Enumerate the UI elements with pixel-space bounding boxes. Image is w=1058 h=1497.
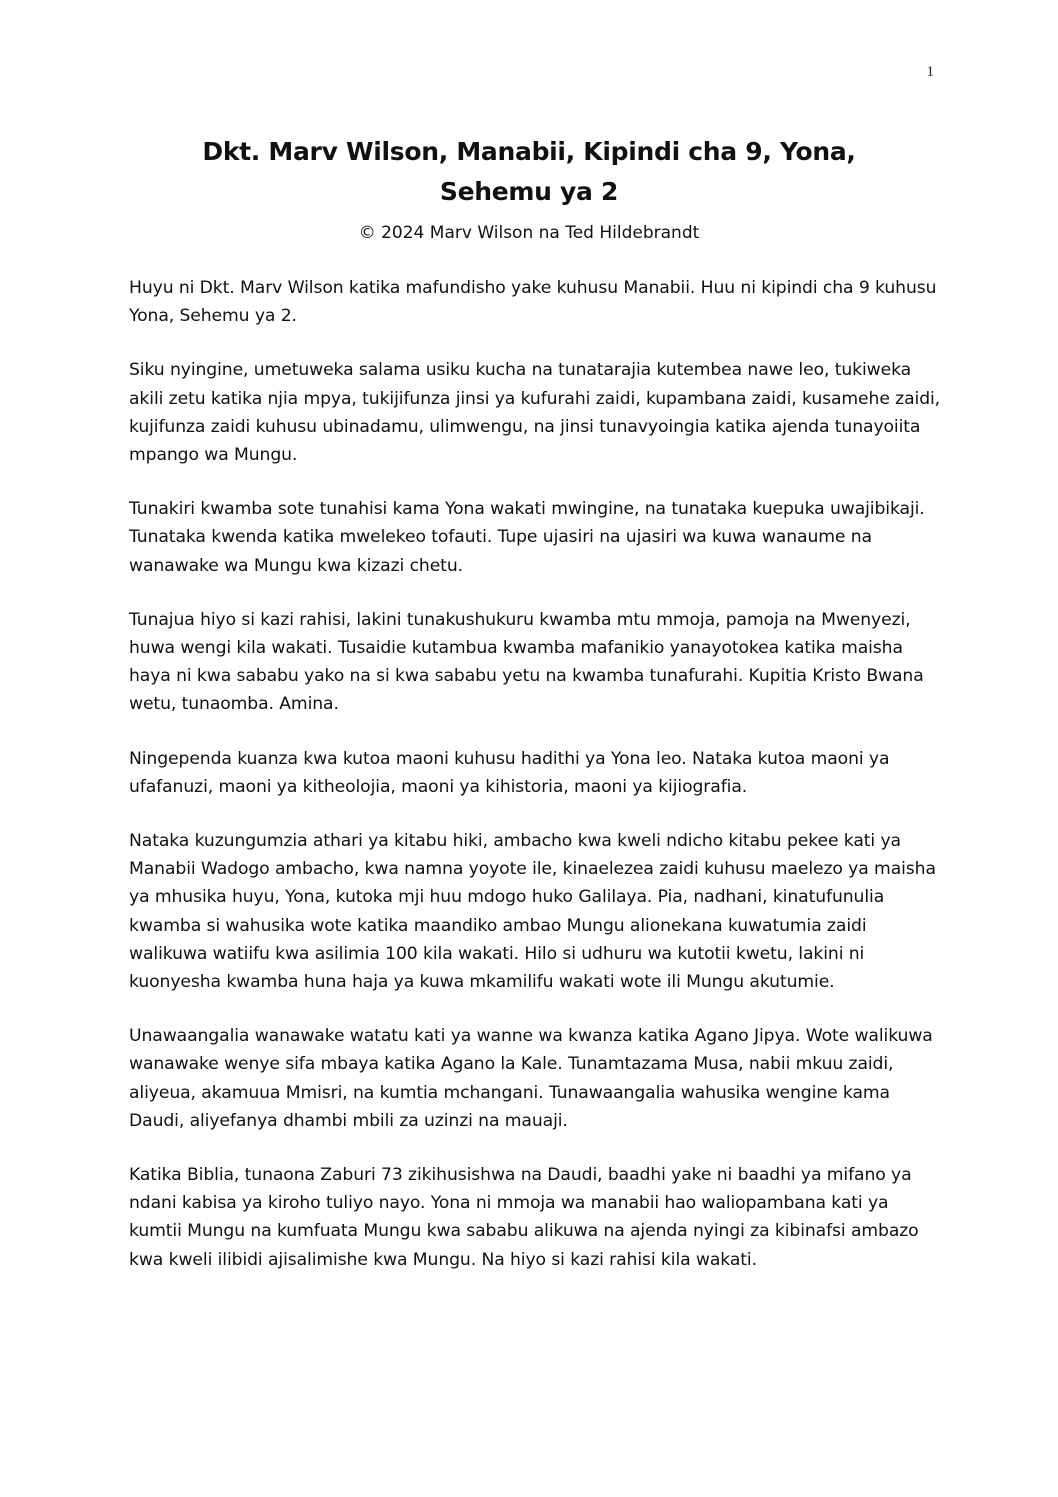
paragraph-prayer-1: Siku nyingine, umetuweka salama usiku kucha na tunatarajia kutembea nawe leo, tukiweka akili zetu katika njia mpya, tukijifunza jinsi ya kufurahi zaidi, kupambana zaidi, kusamehe zaidi, kujifunza zaidi kuhusu ubinadamu, ulimwengu, na jinsi tunavyoingia katika ajenda tunayoiita mpango wa Mungu. — [129, 360, 941, 466]
paragraph-prayer-2: Tunakiri kwamba sote tunahisi kama Yona wakati mwingine, na tunataka kuepuka uwajibikaji. Tunataka kwenda katika mwelekeo tofauti. Tupe ujasiri na ujasiri wa kuwa wanaume na wanawake wa Mungu kwa kizazi chetu. — [129, 499, 925, 576]
paragraph-book-impact: Nataka kuzungumzia athari ya kitabu hiki, ambacho kwa kweli ndicho kitabu pekee kati ya Manabii Wadogo ambacho, kwa namna yoyote ile, kinaelezea zaidi kuhusu maelezo ya maisha ya mhusika huyu, Yona, kutoka mji huu mdogo huko Galilaya. Pia, nadhani, kinatufunulia kwamba si wahusika wote katika maandiko ambao Mungu alionekana kuwatumia zaidi walikuwa watiifu kwa asilimia 100 kila wakati. Hilo si udhuru wa kutotii kwetu, lakini ni kuonyesha kwamba huna haja ya kuwa mkamilifu wakati wote ili Mungu akutumie. — [129, 831, 936, 993]
copyright-notice: © 2024 Marv Wilson na Ted Hildebrandt — [358, 223, 700, 243]
document-body — [129, 274, 941, 1300]
document-title — [100, 132, 958, 212]
paragraph-intro: Huyu ni Dkt. Marv Wilson katika mafundisho yake kuhusu Manabii. Huu ni kipindi cha 9 kuhusu Yona, Sehemu ya 2. — [129, 278, 937, 327]
paragraph-psalms: Katika Biblia, tunaona Zaburi 73 zikihusishwa na Daudi, baadhi yake ni baadhi ya mifano ya ndani kabisa ya kiroho tuliyo nayo. Yona ni mmoja wa manabii hao waliopambana kati ya kumtii Mungu na kumfuata Mungu kwa sababu alikuwa na ajenda nyingi za kibinafsi ambazo kwa kweli ilibidi ajisalimishe kwa Mungu. Na hiyo si kazi rahisi kila wakati. — [129, 1165, 919, 1270]
title-line-1: Dkt. Marv Wilson, Manabii, Kipindi cha 9, Yona, — [202, 137, 856, 166]
paragraph-characters: Unawaangalia wanawake watatu kati ya wanne wa kwanza katika Agano Jipya. Wote walikuwa wanawake wenye sifa mbaya katika Agano la Kale. Tunamtazama Musa, nabii mkuu zaidi, aliyeua, akamuua Mmisri, na kumtia mchangani. Tunawaangalia wahusika wengine kama Daudi, aliyefanya dhambi mbili za uzinzi na mauaji. — [129, 1026, 933, 1131]
title-line-2: Sehemu ya 2 — [439, 177, 619, 206]
paragraph-comments: Ningependa kuanza kwa kutoa maoni kuhusu hadithi ya Yona leo. Nataka kutoa maoni ya ufafanuzi, maoni ya kitheolojia, maoni ya kihistoria, maoni ya kijiografia. — [129, 748, 890, 797]
page-number: 1 — [926, 64, 934, 80]
paragraph-prayer-3: Tunajua hiyo si kazi rahisi, lakini tunakushukuru kwamba mtu mmoja, pamoja na Mwenyezi, huwa wengi kila wakati. Tusaidie kutambua kwamba mafanikio yanayotokea katika maisha haya ni kwa sababu yako na si kwa sababu yetu na kwamba tunafurahi. Kupitia Kristo Bwana wetu, tunaomba. Amina. — [129, 609, 924, 715]
